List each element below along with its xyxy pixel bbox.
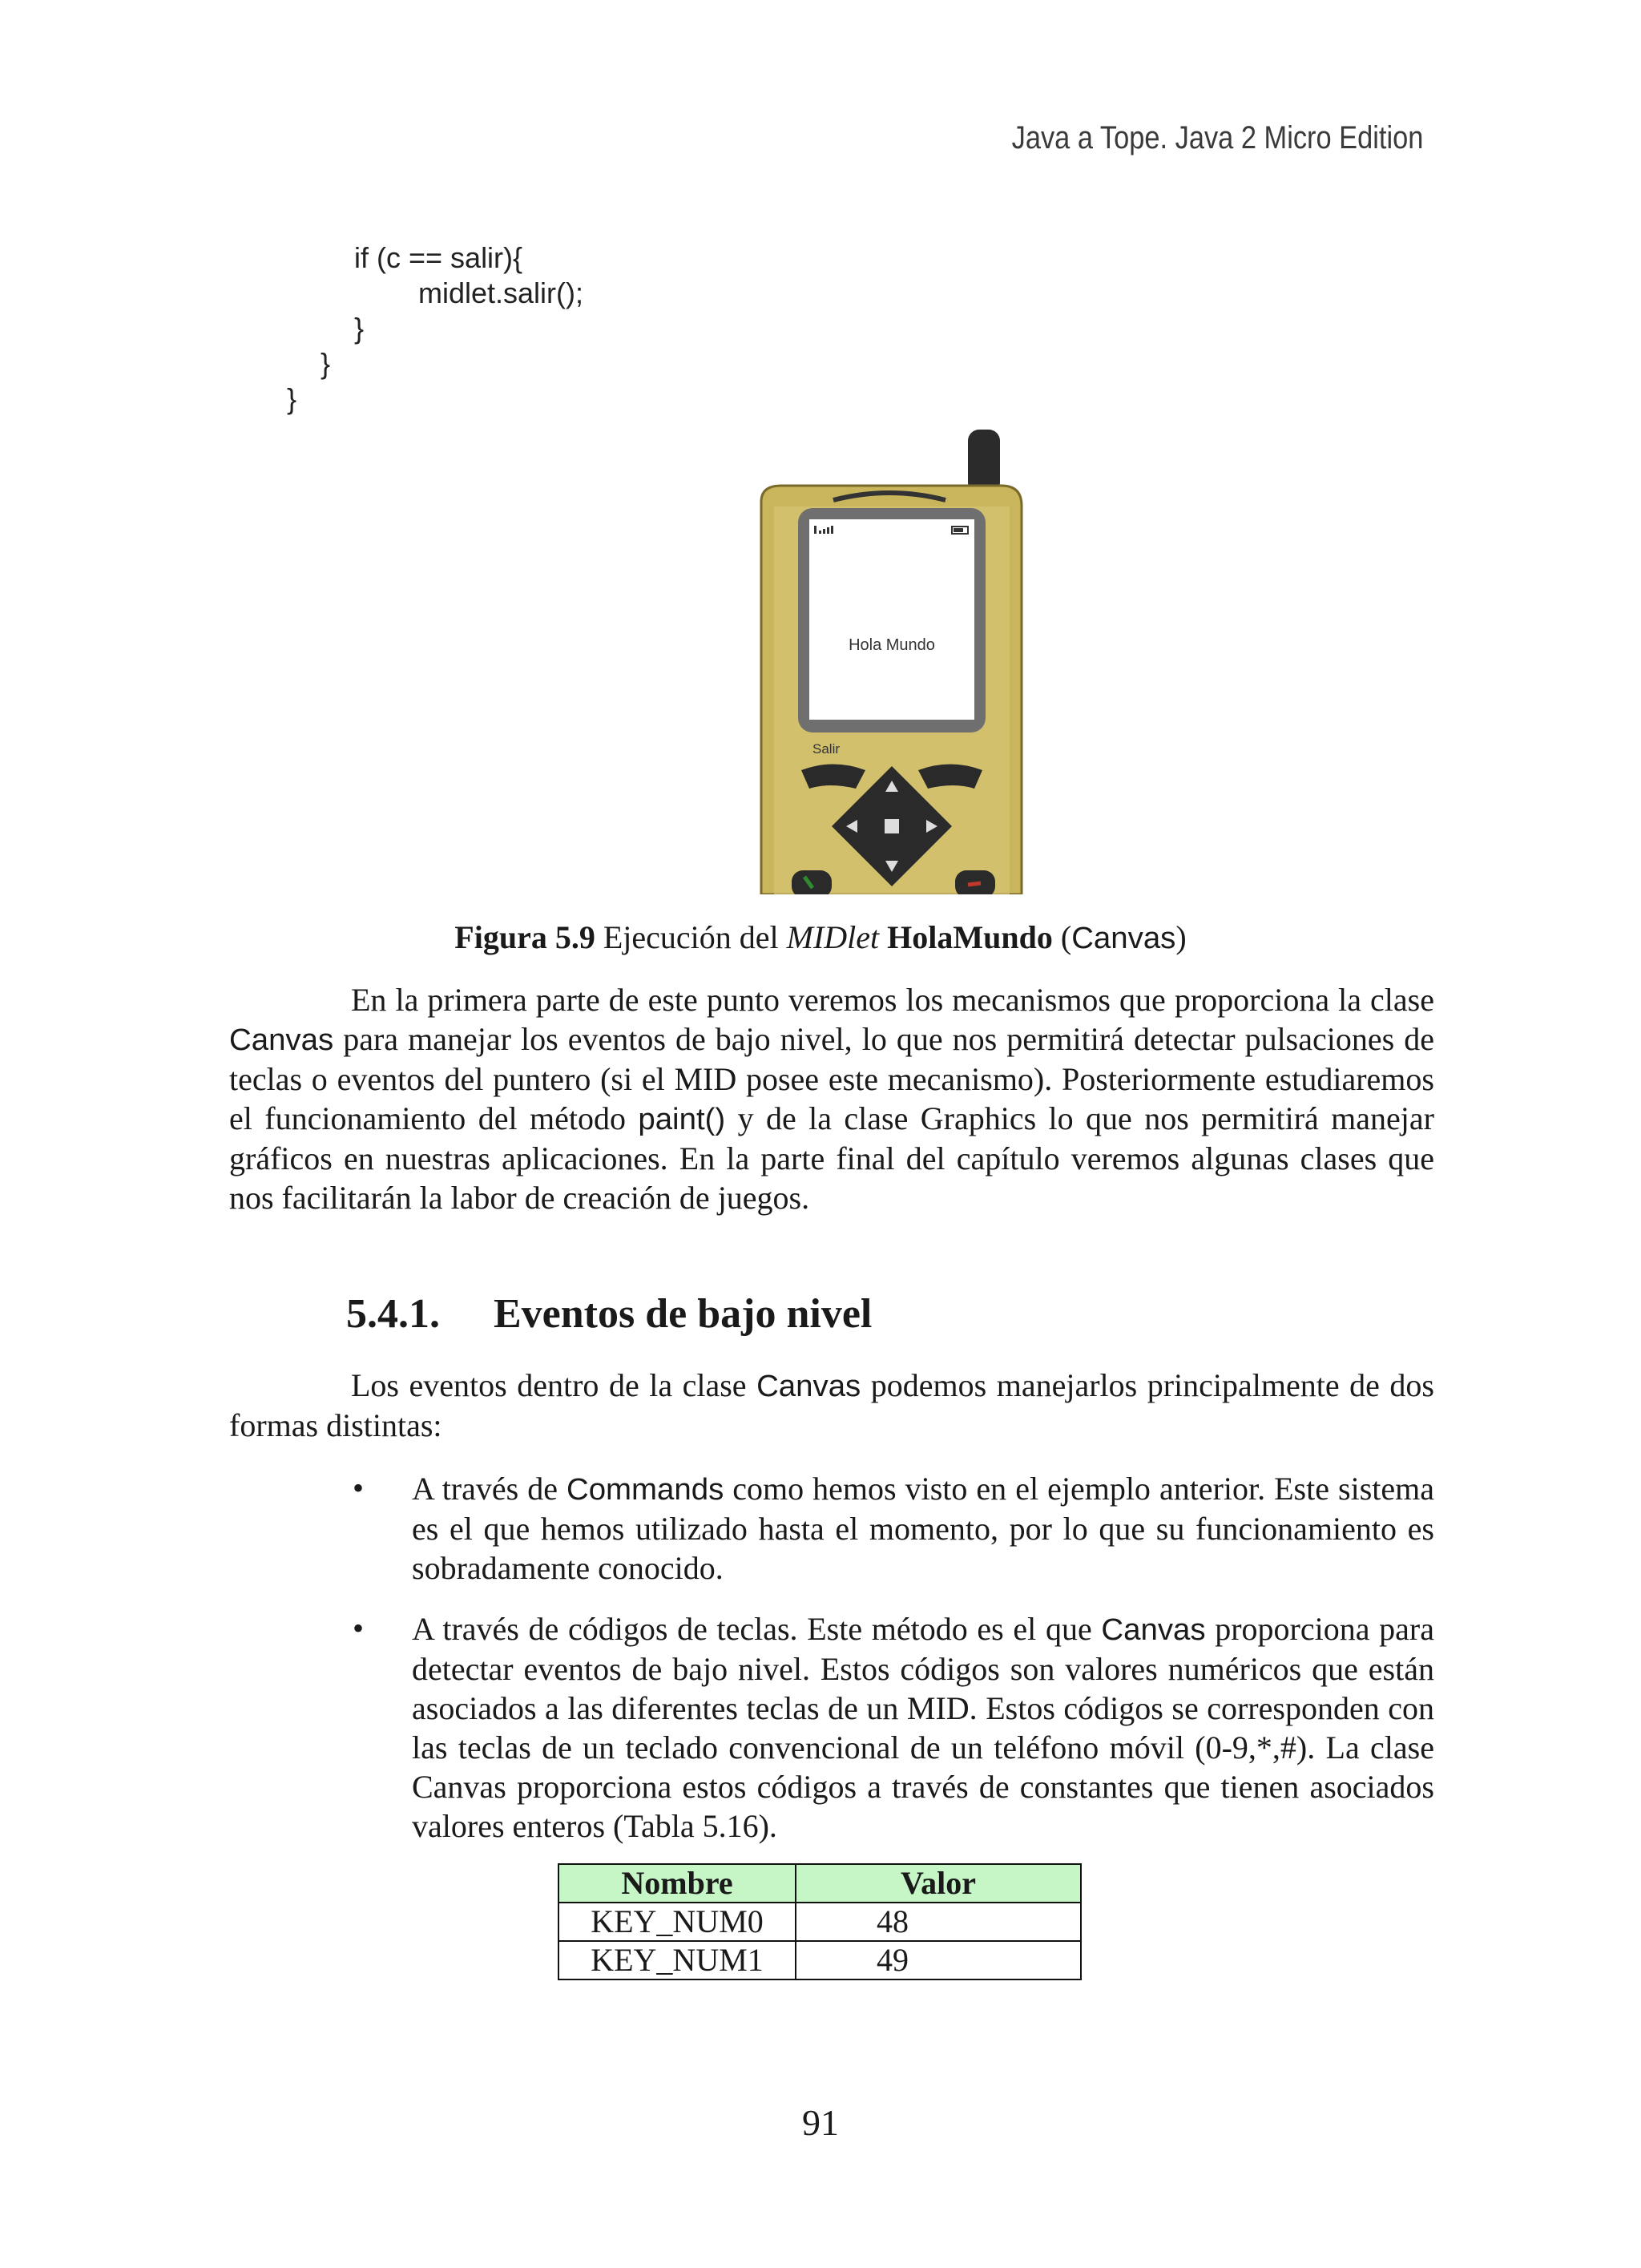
code-block — [287, 240, 584, 417]
code-line: if (c == salir){ — [354, 241, 523, 274]
bullet-marker: • — [353, 1610, 365, 1646]
antenna-icon — [968, 430, 1000, 494]
canvas-term: Canvas — [1101, 1612, 1206, 1647]
softkey-label-salir: Salir — [812, 741, 841, 757]
phone-illustration — [745, 430, 1050, 894]
bullet-item: A través de códigos de teclas. Este método es el que Canvas proporciona para detectar eventos de bajo nivel. Estos códigos son valores numéricos que están asociados a las diferentes teclas de un MID. Estos códigos se corresponden con las teclas de un teclado convencional de un teléfono móvil (0-9,*,#). La clase Canvas proporciona estos códigos a través de constantes que tienen asociados valores enteros (Tabla 5.16). — [412, 1611, 1434, 1844]
table-cell: KEY_NUM0 — [558, 1903, 796, 1941]
page-number: 91 — [802, 2102, 839, 2143]
table-cell: KEY_NUM1 — [558, 1941, 796, 1979]
figure-label: Figura 5.9 — [454, 919, 595, 955]
bullet-marker: • — [353, 1470, 365, 1506]
commands-term: Commands — [566, 1472, 724, 1507]
figure-caption: Figura 5.9 Ejecución del MIDlet HolaMundo (Canvas) — [454, 919, 1187, 955]
section-heading — [346, 1290, 872, 1338]
table-cell: 48 — [796, 1903, 1081, 1941]
screen-text-hola: Hola Mundo — [849, 636, 935, 654]
code-line: } — [321, 347, 331, 380]
code-line: midlet.salir(); — [386, 276, 584, 309]
paragraph-events: Los eventos dentro de la clase Canvas podemos manejarlos principalmente de dos formas distintas: — [229, 1367, 1435, 1443]
holamundo-term: HolaMundo — [887, 919, 1053, 955]
table-row — [558, 1941, 1081, 1979]
section-number: 5.4.1. — [346, 1291, 440, 1337]
left-softkey-icon — [801, 765, 865, 789]
canvas-term: Canvas — [229, 1023, 334, 1057]
paragraph-intro: En la primera parte de este punto veremos los mecanismos que proporciona la clase Canvas para manejar los eventos de bajo nivel, lo que nos permitirá detectar pulsaciones de teclas o eventos del puntero (si el MID posee este mecanismo). Posteriormente estudiaremos el funcionamiento del método paint() y de la clase Graphics lo que nos permitirá manejar gráficos en nuestras aplicaciones. En la parte final del capítulo veremos algunas clases que nos facilitarán la labor de creación de juegos. — [229, 982, 1434, 1216]
phone-emulator-figure — [745, 430, 1050, 894]
bullet-item: A través de Commands como hemos visto en el ejemplo anterior. Este sistema es el que hemos utilizado hasta el momento, por lo que su funcionamiento es sobradamente conocido. — [412, 1471, 1434, 1586]
call-key-icon — [792, 870, 832, 894]
canvas-term: Canvas — [1071, 921, 1176, 955]
dpad-select-icon — [885, 819, 899, 833]
midlet-term: MIDlet — [786, 919, 880, 955]
table-cell: 49 — [796, 1941, 1081, 1979]
section-title: Eventos de bajo nivel — [494, 1291, 873, 1337]
phone-screen — [809, 519, 974, 720]
table-header-row — [558, 1864, 1081, 1903]
key-codes-table — [558, 1863, 1082, 1980]
table-row — [558, 1903, 1081, 1941]
right-softkey-icon — [918, 765, 982, 789]
paint-method-term: paint() — [638, 1102, 726, 1136]
table-header-nombre: Nombre — [558, 1864, 796, 1903]
running-header: Java a Tope. Java 2 Micro Edition — [1011, 120, 1423, 155]
canvas-term: Canvas — [756, 1369, 861, 1403]
table-header-valor: Valor — [796, 1864, 1081, 1903]
code-line: } — [354, 312, 365, 345]
code-line: } — [287, 382, 297, 415]
